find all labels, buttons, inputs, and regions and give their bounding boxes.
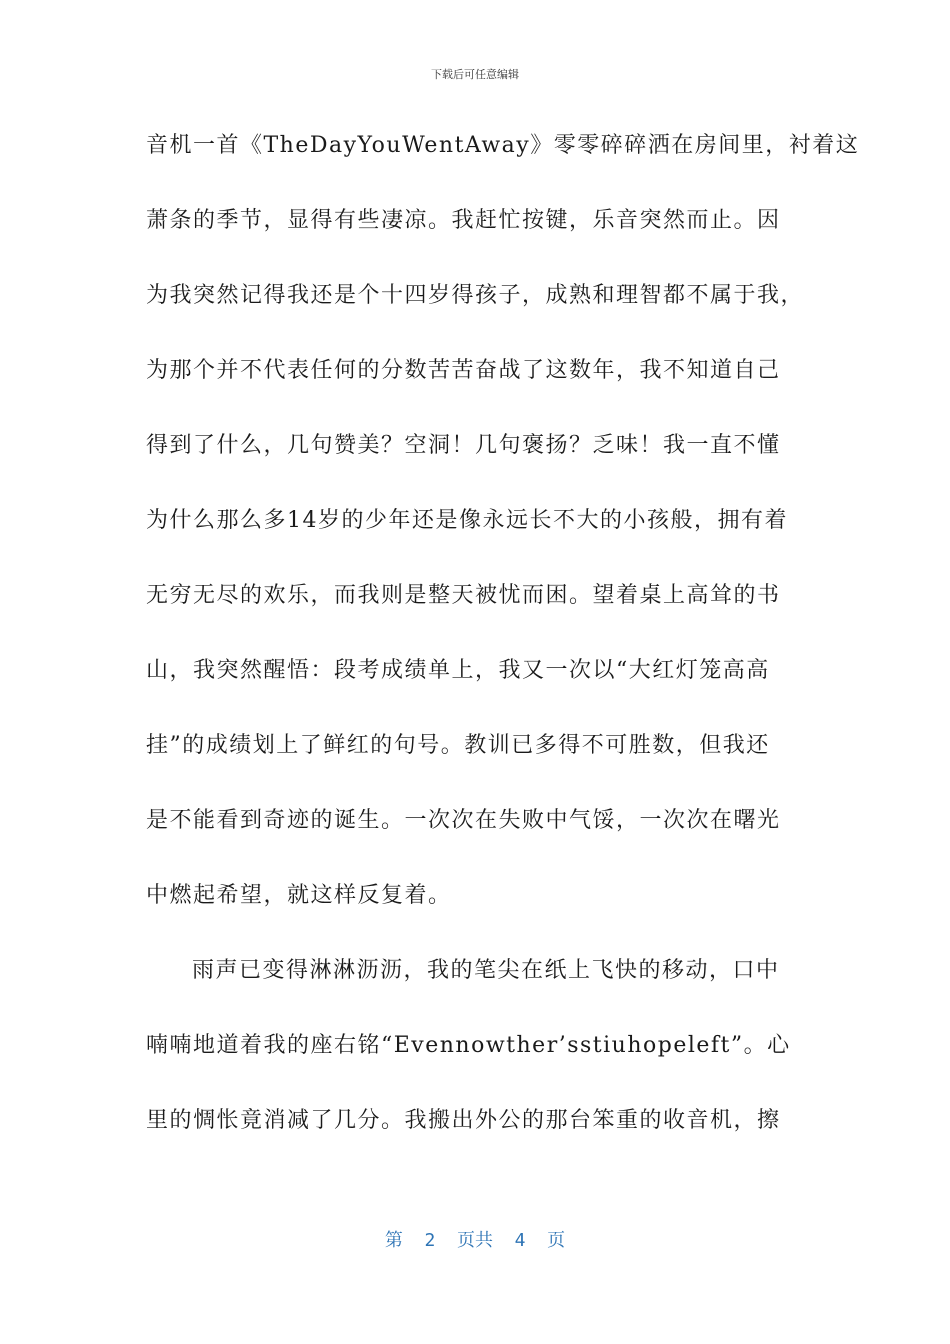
body-line: 为我突然记得我还是个十四岁得孩子，成熟和理智都不属于我， (146, 283, 805, 308)
body-line: 山，我突然醒悟：段考成绩单上，我又一次以“大红灯笼高高 (146, 658, 770, 683)
body-line: 挂”的成绩划上了鲜红的句号。教训已多得不可胜数，但我还 (146, 733, 770, 758)
document-body (146, 125, 860, 1175)
body-line: 得到了什么，几句赞美？空洞！几句褒扬？乏味！我一直不懂 (146, 433, 781, 458)
body-line: 中燃起希望，就这样反复着。 (146, 883, 452, 908)
body-line: 喃喃地道着我的座右铭“Evennowther’sstiuhopeleft”。心 (146, 1033, 791, 1058)
page-number-footer: 第 2 页共 4 页 (384, 1230, 566, 1251)
header-note: 下载后可任意编辑 (431, 68, 519, 81)
body-line: 里的惆怅竟消减了几分。我搬出外公的那台笨重的收音机，擦 (146, 1108, 781, 1133)
body-line: 萧条的季节，显得有些凄凉。我赶忙按键，乐音突然而止。因 (146, 208, 781, 233)
body-line: 音机一首《TheDayYouWentAway》零零碎碎洒在房间里，衬着这 (146, 133, 860, 158)
body-line: 是不能看到奇迹的诞生。一次次在失败中气馁，一次次在曙光 (146, 808, 781, 833)
paragraph-start-line: 雨声已变得淋淋沥沥，我的笔尖在纸上飞快的移动，口中 (192, 958, 780, 983)
body-line: 无穷无尽的欢乐，而我则是整天被忧而困。望着桌上高耸的书 (146, 583, 781, 608)
body-line: 为什么那么多14岁的少年还是像永远长不大的小孩般，拥有着 (146, 508, 788, 533)
body-line: 为那个并不代表任何的分数苦苦奋战了这数年，我不知道自己 (146, 358, 781, 383)
